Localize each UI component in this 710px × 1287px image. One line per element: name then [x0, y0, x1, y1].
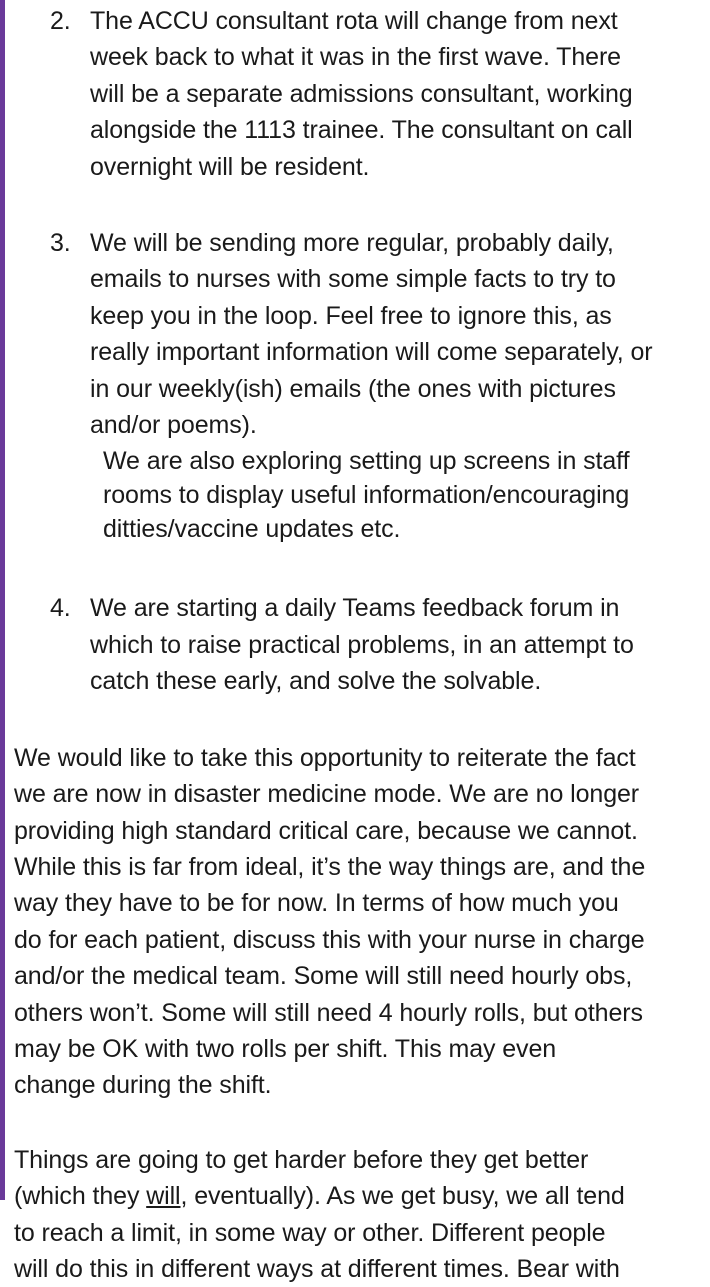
text-line: rooms to display useful information/encouraging — [103, 481, 630, 510]
text-line: others won’t. Some will still need 4 hourly rolls, but others — [14, 998, 643, 1027]
list-item-4 — [0, 590, 710, 699]
text-line: do for each patient, discuss this with your nurse in charge — [14, 925, 645, 954]
text-line: and/or poems). — [90, 411, 257, 440]
text-line: We will be sending more regular, probably daily, — [90, 229, 614, 258]
text-line: While this is far from ideal, it’s the way things are, and the — [14, 852, 646, 881]
text-segment: , eventually). As we get busy, we all tend — [180, 1182, 625, 1211]
text-line: emails to nurses with some simple facts to try to — [90, 265, 616, 294]
text-line — [14, 1178, 710, 1214]
text-line: catch these early, and solve the solvable. — [90, 667, 542, 696]
list-item-3-note — [0, 444, 710, 546]
text-line: The ACCU consultant rota will change from next — [90, 7, 618, 35]
text-line: we are now in disaster medicine mode. We are no longer — [14, 780, 640, 809]
list-item-3 — [0, 225, 710, 443]
text-segment: (which they — [14, 1182, 147, 1211]
text-line: really important information will come separately, or — [90, 338, 653, 367]
text-line: to reach a limit, in some way or other. Different people — [14, 1218, 606, 1247]
text-line: which to raise practical problems, in an attempt to — [90, 630, 634, 659]
text-line: change during the shift. — [14, 1071, 272, 1100]
underlined-word: will — [146, 1182, 181, 1211]
text-line: may be OK with two rolls per shift. This may even — [14, 1034, 557, 1063]
text-line: We are also exploring setting up screens in staff — [103, 447, 630, 476]
text-line: We would like to take this opportunity to reiterate the fact — [14, 743, 636, 772]
text-line: providing high standard critical care, because we cannot. — [14, 816, 638, 845]
list-number: 4. — [50, 594, 71, 623]
text-line: overnight will be resident. — [90, 152, 370, 181]
text-line: way they have to be for now. In terms of how much you — [14, 889, 619, 918]
list-number: 2. — [50, 7, 71, 35]
text-line: week back to what it was in the first wave. There — [90, 43, 621, 72]
body-paragraph-disaster-mode — [0, 740, 710, 1104]
text-line: alongside the 1113 trainee. The consultant on call — [90, 116, 633, 145]
text-line: keep you in the loop. Feel free to ignore this, as — [90, 301, 612, 330]
list-item-2 — [0, 3, 710, 185]
text-line: Things are going to get harder before they get better — [14, 1145, 589, 1174]
text-line: ditties/vaccine updates etc. — [103, 515, 401, 544]
text-line: and/or the medical team. Some will still need hourly obs, — [14, 962, 633, 991]
text-line: in our weekly(ish) emails (the ones with pictures — [90, 374, 616, 403]
text-line: will be a separate admissions consultant, working — [90, 79, 633, 108]
text-line: will do this in different ways at different times. Bear with — [14, 1254, 620, 1283]
body-paragraph-harder — [0, 1142, 710, 1287]
text-line: We are starting a daily Teams feedback forum in — [90, 594, 620, 623]
list-number: 3. — [50, 229, 71, 258]
